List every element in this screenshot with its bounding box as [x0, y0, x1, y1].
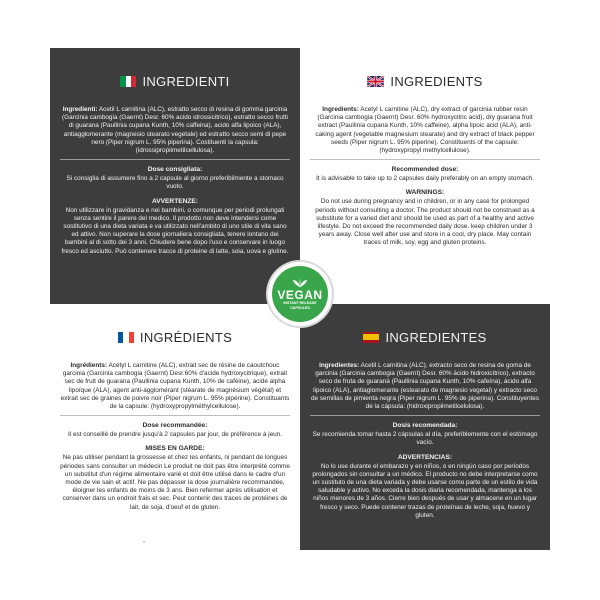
- panel-english-dose-title: Recommended dose:: [391, 166, 459, 174]
- vegan-badge: [268, 262, 332, 326]
- panel-english-dose-text: It is advisable to take up to 2 capsules daily preferably on an empty stomach.: [316, 175, 534, 183]
- panel-spanish-warnings-title: ADVERTENCIAS:: [397, 453, 453, 461]
- panel-italian-ingredients-label: Ingredienti:: [62, 106, 98, 113]
- panel-italian-title: INGREDIENTI: [142, 73, 230, 89]
- panel-english-warnings-title: WARNINGS:: [405, 189, 445, 197]
- panel-english-warnings-text: Do not use during pregnancy and in children, or in any case for prolonged periods without consulting a doctor. The product should not be construed as a substitute for a varied diet and should be used as part of a healthy and active lifestyle. Do not exceed the recommended daily dose. keep children under 3 years away. Close well after use and store in a cool, dry place. May contain traces of milk, soy, egg and gluten proteins.: [315, 198, 535, 247]
- panel-french-divider: [60, 415, 290, 416]
- panel-french-dose-title: Dose recommandée:: [142, 422, 208, 430]
- panel-italian: [50, 48, 300, 304]
- panel-italian-header: [60, 66, 290, 96]
- panel-spanish: [300, 304, 550, 550]
- panel-english-ingredients: [310, 106, 540, 155]
- panel-spanish-title: INGREDIENTES: [385, 329, 487, 345]
- panel-italian-warnings-title: AVVERTENZE:: [151, 197, 199, 205]
- panel-french-ingredients: [60, 362, 290, 411]
- panel-french-warnings-text: Ne pas utiliser pendant la grossesse et chez les enfants, ni pendant de longues périodes sans consulter un médecin Le produit ne doit pas être interprété comme un substitut d'un régime alimentaire varié et doit être utilisé dans le cadre d'un mode de vie sain et actif. Ne pas dépasser la dose journalière recommandée, éloigner les enfants de moins de 3 ans. Bien refermer après utilisation et conserver dans un endroit frais et sec. Peut contenir des traces de protéines de lait, de soja, d'oeuf et de gluten.: [60, 454, 290, 511]
- panel-english-ingredients-label: Ingredients:: [322, 106, 359, 113]
- panel-spanish-dose-text: Se recomienda tomar hasta 2 cápsulas al día, preferiblemente con el estómago vacío.: [312, 431, 538, 447]
- panel-spanish-ingredients-label: Ingredientes:: [319, 362, 360, 369]
- panel-french-ingredients-label: Ingrédients:: [70, 362, 108, 369]
- france-flag-icon: [118, 332, 134, 343]
- uk-flag-icon: [367, 76, 384, 87]
- panel-italian-dose-text: Si consiglia di assumere fino a 2 capsule al giorno preferibilmente a stomaco vuoto.: [66, 175, 284, 191]
- panel-english-divider: [310, 159, 540, 160]
- panel-spanish-ingredients: [310, 362, 540, 411]
- panel-italian-ingredients: [60, 106, 290, 155]
- panel-italian-dose-title: Dose consigliata:: [147, 166, 203, 174]
- panel-english-title: INGREDIENTS: [390, 73, 483, 89]
- panel-spanish-ingredients-text: Acetil L carnitina (ALC), extracto seco de resina de goma de garcinia (Garcinia cambogia (Gaernt) Desr. 60% ácido hidroxicítrico), extracto seco de fruta de guaraná (Paullinia cupana Kunth, 10% cafeína), ácido alfa lipoico (ALA), antiaglomerante (estearato de magnesio vegetal) y extracto seco de semillas de pimienta negra (Piper nigrum L. 95% de piperina). Constituyentes de la cápsula: (hidroxipropilmetilcelulosa).: [310, 362, 540, 411]
- panel-french-header: [60, 322, 290, 352]
- panel-french-title: INGRÉDIENTS: [139, 329, 233, 345]
- vegan-badge-word: VEGAN: [277, 288, 323, 303]
- panel-english: [300, 48, 550, 304]
- italy-flag-icon: [120, 76, 136, 87]
- panel-french-dose-text: Il est conseillé de prendre jusqu'à 2 capsules par jour, de préférence à jeun.: [67, 431, 283, 439]
- panel-english-header: [310, 66, 540, 96]
- panel-spanish-warnings-text: No lo use durante el embarazo y en niños, o en ningún caso por períodos prolongados sin consultar a un médico. El producto no debe interpretarse como un sustituto de una dieta variada y debe usarse como parte de un estilo de vida saludable y activo. No exceda la dosis diaria recomendada, mantenga a los niños menores de 3 años. Cierre bien después de usar y almacene en un lugar fresco y seco. Puede contener trazas de proteínas de leche, soja, huevo y gluten.: [312, 462, 538, 519]
- panel-french-warnings-title: MISES EN GARDE:: [145, 445, 205, 453]
- panel-french: [50, 304, 300, 550]
- panel-french-ingredients-text: Acétyl L carnitine (ALC), extrait sec de résine de caoutchouc garcinia (Garcinia cambogia (Gaernt) Desr.60% d'acide hydroxycitrique), extrait sec de fruit de guarana (Paullinia cupana Kunth, 10% de caféine), acide alpha lipoïque (ALA), agent anti-agglomérant (stéarate de magnésium végétal) et extrait sec de graines de poivre noir (Piper nigrum L. 95% pipérine). Constituants de la capsule: (hydroxypropylméthylcellulose).: [60, 362, 290, 411]
- panel-italian-ingredients-text: Acetil L carnitina (ALC), estratto secco di resina di gomma garcinia (Garcinia cambogia (Gaernt) Desr. 60% acido idrossicitrico), estratto secco frutti di guarana (Paullinia cupana Kunth, 10% caffeina), acido alfa lipoico (ALA), antiagglomerante (magnesio stearato vegetale) ed estratto secco semi di pepe nero (Piper nigrum L. 95% piperina). Costituenti la capsula: (idrossipropilmetilcellulosa).: [62, 106, 288, 155]
- stray-mark: ,: [143, 537, 145, 544]
- vegan-badge-subtext: INSTANT RELEASE CAPSULES: [283, 301, 317, 310]
- vegan-badge-inner: [272, 266, 328, 322]
- leaf-icon: [292, 278, 308, 288]
- panel-spanish-header: [310, 322, 540, 352]
- panel-italian-warnings-text: Non utilizzare in gravidanza e nei bambini, o comunque per periodi prolungati senza sentire il parere del medico. Il prodotto non deve intendersi come sostitutivo di una dieta variata e va utilizzato nell'ambito di uno stile di vita sano ed attivo. Non superare la dose giornaliera consigliata, tenere lontano dei bambini al di sotto dei 3 anni. Chiudere bene dopo l'uso e conservare in luogo fresco ed asciutto. Può contenere tracce di proteine di latte, soia, uova e glutine.: [61, 206, 289, 255]
- panel-english-ingredients-text: Acetyl L carnitine (ALC), dry extract of garcinia rubber resin (Garcinia cambogia (Gaernt) Desr. 60% hydroxycitric acid), dry guarana fruit extract (Paullinia cupana Kunth, 10% caffeine), alpha lipoic acid (ALA), anti-caking agent (vegetable magnesium stearate) and dry extract of black pepper seeds (Piper nigrum L. 95% piperine). Constituents of the capsule: (hydroxypropyl methylcellulose).: [315, 106, 535, 155]
- panel-spanish-dose-title: Dosis recomendada:: [392, 422, 458, 430]
- panel-spanish-divider: [310, 415, 540, 416]
- panel-italian-divider: [60, 159, 290, 160]
- spain-flag-icon: [363, 332, 379, 343]
